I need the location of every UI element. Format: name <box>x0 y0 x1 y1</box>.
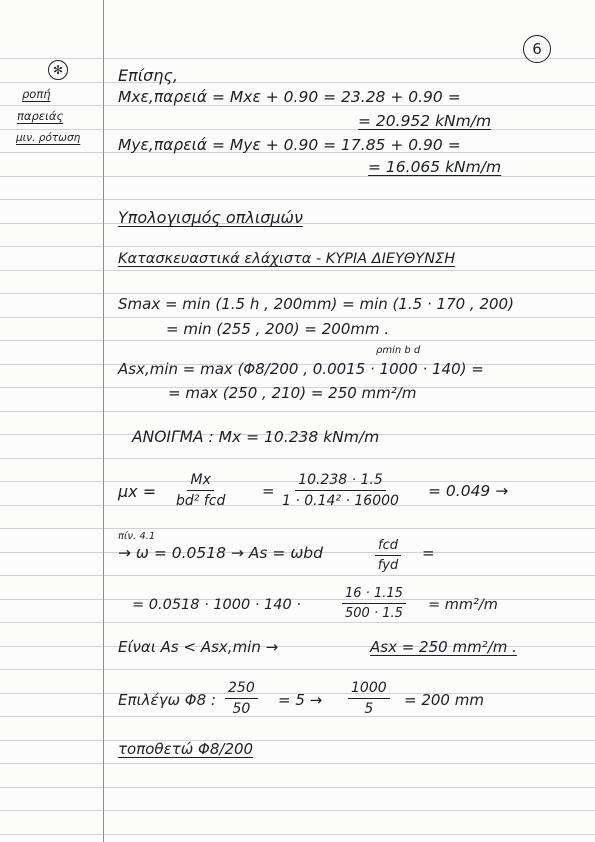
ruled-line <box>0 340 595 341</box>
fraction-numerator: 250 <box>225 680 258 699</box>
ruled-line <box>0 763 595 764</box>
table-reference: πίν. 4.1 <box>118 531 156 542</box>
select-fraction-2 <box>348 680 390 717</box>
ruled-line <box>0 129 595 130</box>
margin-note-3: μιν. ρότωση <box>16 132 81 144</box>
mu-fraction-symbolic <box>176 472 225 509</box>
text-line-episis: Επίσης, <box>118 66 178 85</box>
ruled-line <box>0 411 595 412</box>
select-result: = 200 mm <box>404 691 484 709</box>
text-line-select: Επιλέγω Φ8 : <box>118 691 216 709</box>
fraction-numerator: 10.238 · 1.5 <box>295 472 386 491</box>
result-my-pareia: = 16.065 kNm/m <box>368 158 502 176</box>
fraction-denominator: fyd <box>377 558 399 573</box>
fraction-numerator: 1000 <box>348 680 390 699</box>
mu-equals: = <box>262 482 275 500</box>
ruled-line <box>0 270 595 271</box>
as-unit: = mm²/m <box>428 597 498 613</box>
ruled-line <box>0 317 595 318</box>
fraction-numerator: Mx <box>187 472 213 491</box>
mu-fraction-numeric <box>282 472 399 509</box>
fraction-numerator: fcd <box>375 538 401 556</box>
text-line-as: = 0.0518 · 1000 · 140 · <box>132 597 301 613</box>
margin-line <box>103 0 104 842</box>
comparison-result: Asx = 250 mm²/m . <box>370 638 517 656</box>
text-line-mx-pareia: Mxε,παρειά = Mxε + 0.90 = 23.28 + 0.90 = <box>118 88 461 106</box>
asx-annotation: ρmin b d <box>376 345 421 356</box>
ruled-line <box>0 293 595 294</box>
ruled-line <box>0 528 595 529</box>
mu-result: = 0.049 → <box>428 482 509 500</box>
text-line-smax-1: Smax = min (1.5 h , 200mm) = min (1.5 · 170 , 200) <box>118 295 514 313</box>
ruled-line <box>0 58 595 59</box>
text-line-smax-2: = min (255 , 200) = 200mm . <box>166 320 390 338</box>
section-heading: Υπολογισμός οπλισμών <box>118 208 303 227</box>
fraction-numerator: 16 · 1.15 <box>342 586 406 604</box>
margin-note-2: παρειάς <box>17 109 64 123</box>
text-line-comparison: Είναι As < Asx,min → <box>118 638 279 656</box>
ruled-line <box>0 834 595 835</box>
select-middle: = 5 → <box>278 691 323 709</box>
fraction-denominator: 5 <box>364 701 374 717</box>
section-subheading: Κατασκευαστικά ελάχιστα - ΚΥΡΙΑ ΔΙΕΥΘΥΝΣΗ <box>118 251 456 267</box>
asterisk-icon: ✻ <box>48 60 68 80</box>
as-fraction <box>342 586 406 621</box>
page-number: 6 <box>523 35 551 63</box>
ruled-line <box>0 246 595 247</box>
result-mx-pareia: = 20.952 kNm/m <box>358 112 492 130</box>
fraction-denominator: bd² fcd <box>176 493 226 509</box>
ruled-line <box>0 716 595 717</box>
margin-note-1: ροπή <box>22 87 51 101</box>
text-line-asx-1: Asx,min = max (Φ8/200 , 0.0015 · 1000 · 140) = <box>118 360 484 378</box>
final-placement: τοποθετώ Φ8/200 <box>118 740 254 758</box>
omega-fraction <box>375 538 401 573</box>
text-line-omega: → ω = 0.0518 → As = ωbd <box>118 544 323 562</box>
ruled-line <box>0 82 595 83</box>
fraction-denominator: 500 · 1.5 <box>345 606 403 621</box>
ruled-line <box>0 199 595 200</box>
fraction-denominator: 1 · 0.14² · 16000 <box>282 493 399 509</box>
text-line-my-pareia: Myε,παρειά = Myε + 0.90 = 17.85 + 0.90 = <box>118 136 461 154</box>
text-line-asx-2: = max (250 , 210) = 250 mm²/m <box>168 384 417 402</box>
ruled-line <box>0 740 595 741</box>
mu-lhs: μx = <box>118 482 157 501</box>
ruled-line <box>0 787 595 788</box>
ruled-line <box>0 669 595 670</box>
omega-equals: = <box>422 544 435 562</box>
ruled-line <box>0 176 595 177</box>
fraction-denominator: 50 <box>232 701 251 717</box>
select-fraction-1 <box>225 680 258 717</box>
ruled-line <box>0 575 595 576</box>
ruled-line <box>0 810 595 811</box>
text-line-anoigma: ΑΝΟΙΓΜΑ : Mx = 10.238 kNm/m <box>132 428 380 446</box>
ruled-line <box>0 458 595 459</box>
ruled-line <box>0 622 595 623</box>
